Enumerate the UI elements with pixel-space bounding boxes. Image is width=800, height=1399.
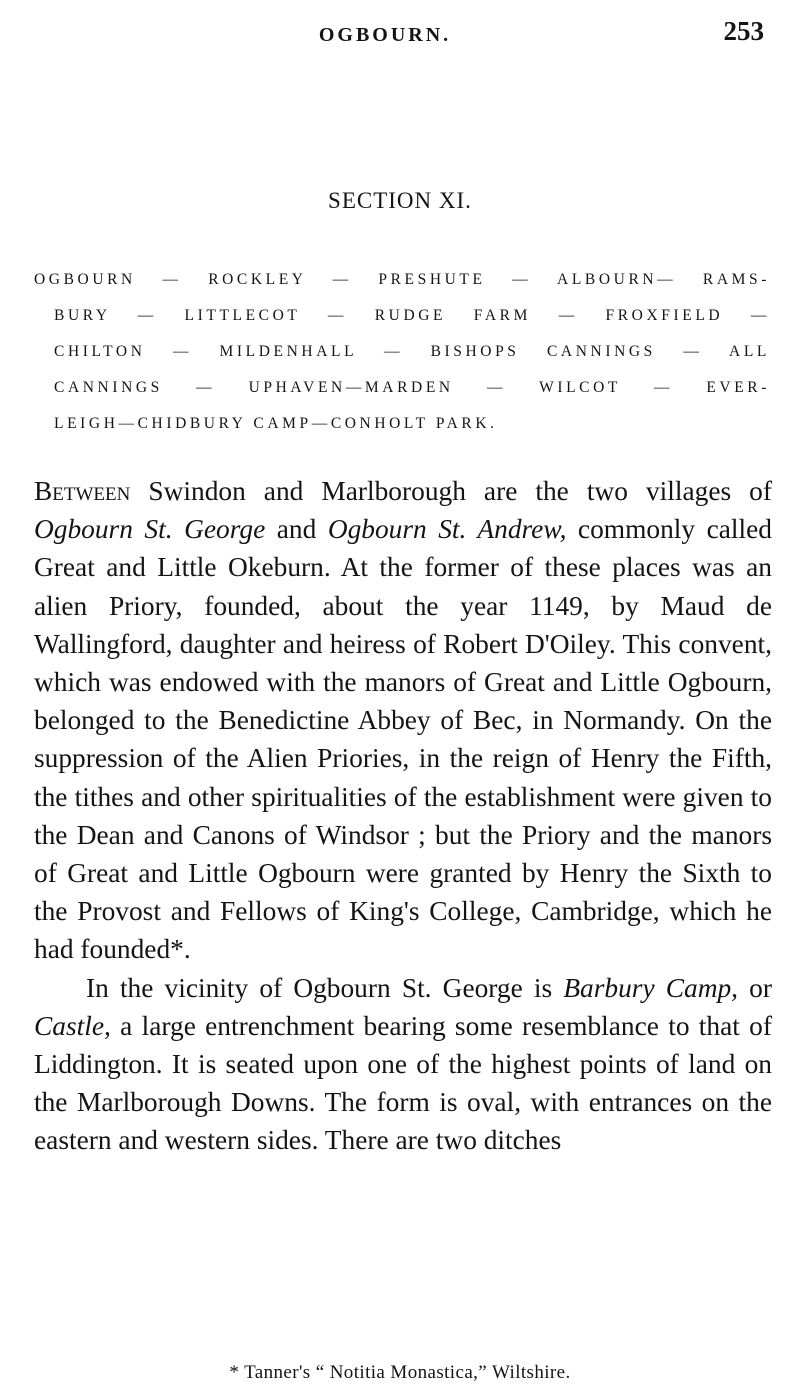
italic-place-name: Ogbourn St. Andrew, [327, 514, 567, 545]
paragraph [34, 472, 772, 969]
section-heading: SECTION XI. [328, 188, 472, 213]
running-title: OGBOURN. [318, 24, 452, 46]
page-number: 253 [723, 16, 764, 46]
italic-place-name: Ogbourn St. George [34, 514, 266, 545]
paragraph-text: commonly called Great and Little Okeburn. At the former of these places was an alien Priory, founded, about the year 1149, by Maud de Wallingford, daughter and heiress of Robert D'Oiley. This convent, which was endowed with the manors of Great and Little Ogbourn, belonged to the Benedictine Abbey of Bec, in Normandy. On the suppression of the Alien Priories, in the reign of Henry the Fifth, the tithes and other spiritualities of the establishment were given to the Dean and Canons of Windsor ; but the Priory and the manors of Great and Little Ogbourn were granted by Henry the Sixth to the Provost and Fellows of King's College, Cambridge, which he had founded*. [34, 514, 772, 965]
running-header [0, 14, 800, 50]
body-text [34, 472, 772, 1160]
contents-line: BURY — LITTLECOT — RUDGE FARM — FROXFIELD — [54, 307, 770, 324]
paragraph-text: In the vicinity of Ogbourn St. George is [86, 972, 564, 1003]
footnote: * Tanner's “ Notitia Monastica,” Wiltshire. [229, 1362, 571, 1383]
contents-line: LEIGH—CHIDBURY CAMP—CONHOLT PARK. [54, 415, 498, 432]
italic-place-name: Barbury Camp, [563, 972, 739, 1003]
paragraph [34, 969, 772, 1160]
italic-place-name: Castle, [34, 1010, 111, 1041]
paragraph-text: or [738, 972, 772, 1003]
lead-word: Between [34, 476, 131, 506]
contents-line: OGBOURN — ROCKLEY — PRESHUTE — ALBOURN— RAMS- [34, 271, 770, 288]
contents-line: CHILTON — MILDENHALL — BISHOPS CANNINGS — ALL [54, 343, 770, 360]
paragraph-text: and [265, 514, 328, 545]
paragraph-text: a large entrenchment bearing some resemblance to that of Liddington. It is seated upon one of the highest points of land on the Marlborough Downs. The form is oval, with entrances on the eastern and western sides. There are two ditches [34, 1010, 772, 1156]
section-contents [34, 262, 770, 442]
paragraph-text: Swindon and Marlborough are the two villages of [130, 476, 772, 506]
contents-line: CANNINGS — UPHAVEN—MARDEN — WILCOT — EVER- [54, 379, 770, 396]
